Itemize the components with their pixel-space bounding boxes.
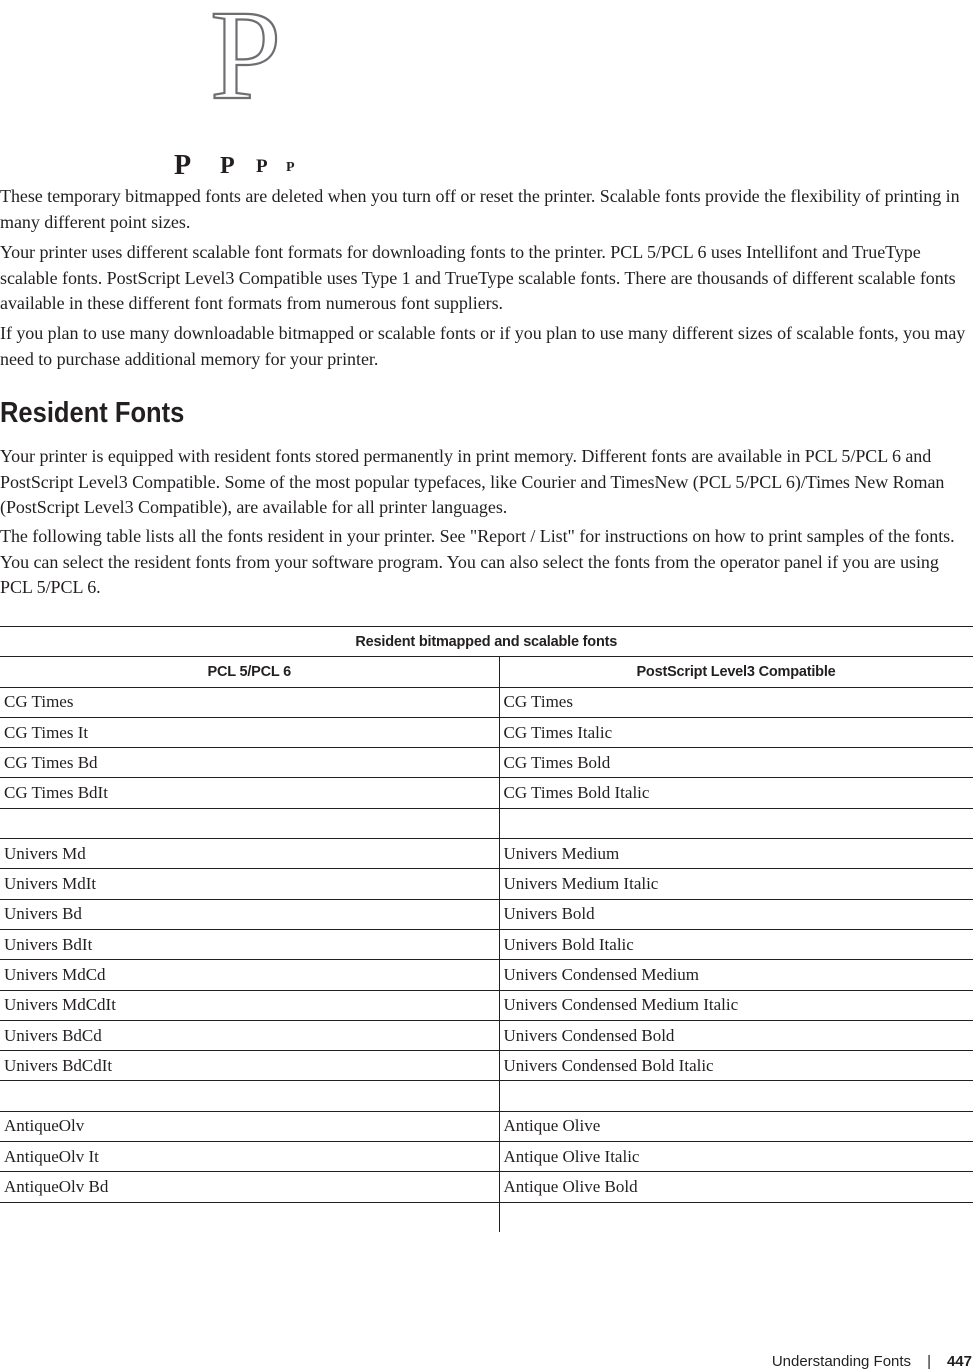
- small-glyph-2: P: [220, 153, 235, 178]
- table-row: [0, 1172, 973, 1202]
- cell-postscript-font: CG Times Bold: [499, 748, 973, 778]
- small-glyph-3: P: [256, 156, 268, 177]
- small-glyph-4: P: [286, 160, 295, 175]
- table-row: [0, 1142, 973, 1172]
- cell-postscript-font: Univers Condensed Bold: [499, 1020, 973, 1050]
- table-row: [0, 687, 973, 717]
- large-outline-p-glyph: [206, 0, 302, 104]
- cell-pcl-font: CG Times: [0, 687, 499, 717]
- cell-postscript-font: Antique Olive Bold: [499, 1172, 973, 1202]
- table-row: [0, 1202, 973, 1232]
- paragraph-table-intro: The following table lists all the fonts resident in your printer. See "Report / List" for instructions on how to print samples of the fonts. You can select the resident fonts from your software program. You can also select the fonts from the operator panel if you are using PCL 5/PCL 6.: [0, 526, 955, 597]
- cell-postscript-font: Antique Olive: [499, 1111, 973, 1141]
- page-number: 447: [946, 1352, 972, 1370]
- cell-pcl-font: CG Times Bd: [0, 748, 499, 778]
- cell-pcl-font: Univers BdCdIt: [0, 1051, 499, 1081]
- table-row: [0, 839, 973, 869]
- table-row: [0, 899, 973, 929]
- cell-postscript-font: [499, 1081, 973, 1111]
- table-row: [0, 869, 973, 899]
- paragraph-memory-note: If you plan to use many downloadable bitmapped or scalable fonts or if you plan to use many different sizes of scalable fonts, you may need to purchase additional memory for your printer.: [0, 323, 966, 369]
- cell-pcl-font: Univers MdIt: [0, 869, 499, 899]
- cell-pcl-font: [0, 1081, 499, 1111]
- cell-pcl-font: [0, 808, 499, 838]
- cell-pcl-font: CG Times BdIt: [0, 778, 499, 808]
- table-title: Resident bitmapped and scalable fonts: [0, 627, 973, 657]
- footer-section-title: Understanding Fonts: [771, 1352, 912, 1370]
- table-title-row: [0, 627, 973, 657]
- cell-pcl-font: AntiqueOlv It: [0, 1142, 499, 1172]
- cell-postscript-font: Univers Medium: [499, 839, 973, 869]
- paragraph-scalable-formats: Your printer uses different scalable font formats for downloading fonts to the printer. PCL 5/PCL 6 uses Intellifont and TrueType scalable fonts. PostScript Level3 Compatible uses Type 1 and TrueType scalable fonts. There are thousands of different scalable fonts available in these different font formats from numerous font suppliers.: [0, 242, 956, 313]
- cell-postscript-font: CG Times Bold Italic: [499, 778, 973, 808]
- table-row: [0, 1051, 973, 1081]
- cell-pcl-font: [0, 1202, 499, 1232]
- cell-postscript-font: CG Times Italic: [499, 717, 973, 747]
- cell-postscript-font: Univers Bold: [499, 899, 973, 929]
- cell-pcl-font: Univers Bd: [0, 899, 499, 929]
- cell-postscript-font: Antique Olive Italic: [499, 1142, 973, 1172]
- table-row: [0, 748, 973, 778]
- table-row: [0, 929, 973, 959]
- cell-pcl-font: AntiqueOlv: [0, 1111, 499, 1141]
- large-glyph-text: P: [210, 0, 282, 104]
- paragraph-resident-intro: Your printer is equipped with resident fonts stored permanently in print memory. Different fonts are available in PCL 5/PCL 6 and PostScript Level3 Compatible. Some of the most popular typefaces, like Courier and TimesNew (PCL 5/PCL 6)/Times New Roman (PostScript Level3 Compatible), are available for all printer languages.: [0, 446, 945, 517]
- cell-postscript-font: CG Times: [499, 687, 973, 717]
- cell-postscript-font: Univers Condensed Medium Italic: [499, 990, 973, 1020]
- cell-pcl-font: Univers BdIt: [0, 929, 499, 959]
- resident-fonts-table: [0, 626, 973, 1232]
- table-row: [0, 1020, 973, 1050]
- column-header-pcl: PCL 5/PCL 6: [0, 657, 499, 687]
- cell-pcl-font: Univers BdCd: [0, 1020, 499, 1050]
- page-footer: [772, 1350, 973, 1372]
- table-row: [0, 808, 973, 838]
- table-row: [0, 1081, 973, 1111]
- cell-pcl-font: CG Times It: [0, 717, 499, 747]
- cell-postscript-font: Univers Medium Italic: [499, 869, 973, 899]
- cell-postscript-font: Univers Condensed Medium: [499, 960, 973, 990]
- cell-postscript-font: [499, 808, 973, 838]
- cell-pcl-font: AntiqueOlv Bd: [0, 1172, 499, 1202]
- cell-postscript-font: Univers Condensed Bold Italic: [499, 1051, 973, 1081]
- small-glyph-1: P: [174, 150, 192, 178]
- table-row: [0, 990, 973, 1020]
- cell-pcl-font: Univers MdCdIt: [0, 990, 499, 1020]
- paragraph-temporary-fonts: These temporary bitmapped fonts are deleted when you turn off or reset the printer. Scalable fonts provide the flexibility of printing in many different point sizes.: [0, 186, 960, 232]
- table-row: [0, 717, 973, 747]
- cell-pcl-font: Univers Md: [0, 839, 499, 869]
- footer-separator: |: [927, 1352, 931, 1370]
- table-row: [0, 960, 973, 990]
- column-header-postscript: PostScript Level3 Compatible: [499, 657, 973, 687]
- cell-postscript-font: [499, 1202, 973, 1232]
- cell-pcl-font: Univers MdCd: [0, 960, 499, 990]
- table-row: [0, 778, 973, 808]
- table-row: [0, 1111, 973, 1141]
- section-heading: Resident Fonts: [0, 397, 185, 429]
- small-p-glyphs: [170, 148, 310, 178]
- cell-postscript-font: Univers Bold Italic: [499, 929, 973, 959]
- table-header-row: [0, 657, 973, 687]
